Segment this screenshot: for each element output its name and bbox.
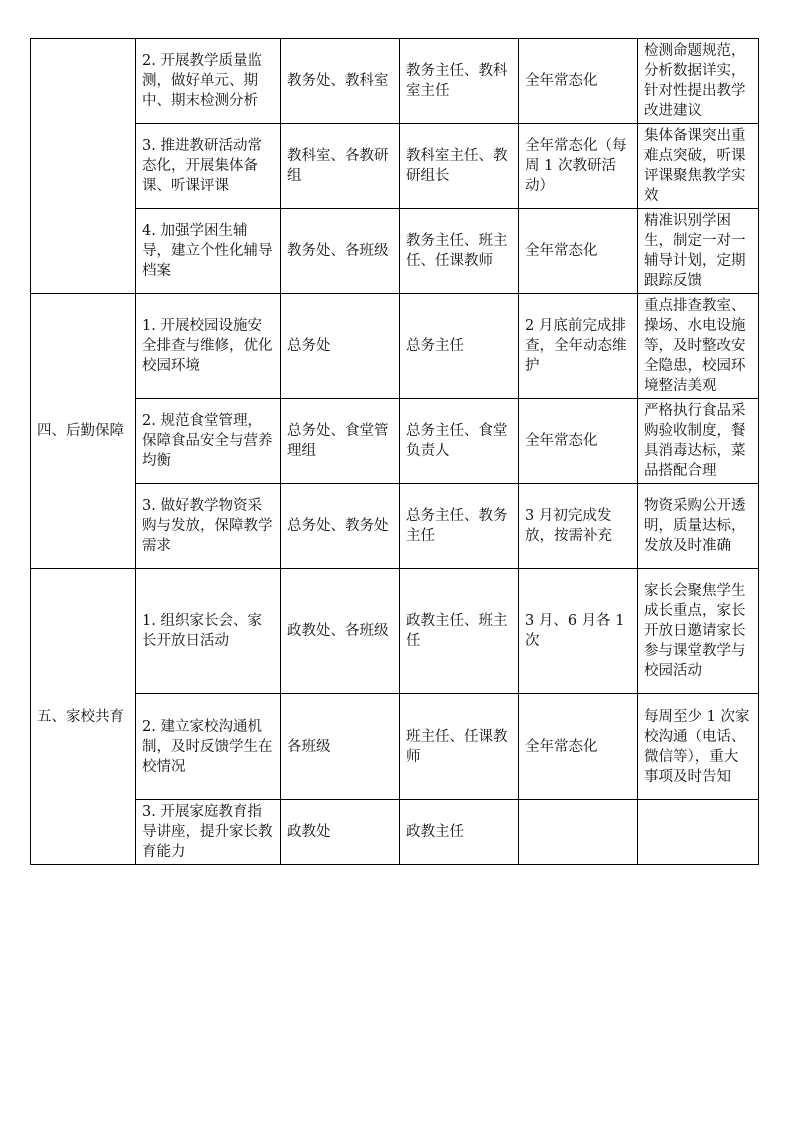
department-cell: 教科室、各教研组 [281, 124, 400, 209]
department-cell: 教务处、教科室 [281, 39, 400, 124]
time-cell: 全年常态化（每周 1 次教研活动） [519, 124, 638, 209]
category-cell [31, 39, 136, 294]
table-row [31, 39, 759, 124]
department-cell: 总务处、教务处 [281, 484, 400, 569]
task-cell: 1. 开展校园设施安全排查与维修，优化校园环境 [136, 294, 281, 399]
table-row [31, 124, 759, 209]
department-cell: 教务处、各班级 [281, 209, 400, 294]
time-cell: 3 月、6 月各 1 次 [519, 569, 638, 694]
department-cell: 各班级 [281, 694, 400, 800]
target-cell: 家长会聚焦学生成长重点，家长开放日邀请家长参与课堂教学与校园活动 [638, 569, 759, 694]
category-cell: 四、后勤保障 [31, 294, 136, 569]
task-cell: 3. 做好教学物资采购与发放，保障教学需求 [136, 484, 281, 569]
owner-cell: 政教主任、班主任 [400, 569, 519, 694]
task-cell: 3. 推进教研活动常态化，开展集体备课、听课评课 [136, 124, 281, 209]
department-cell: 总务处、食堂管理组 [281, 399, 400, 484]
task-cell: 3. 开展家庭教育指导讲座，提升家长教育能力 [136, 800, 281, 865]
owner-cell: 教科室主任、教研组长 [400, 124, 519, 209]
target-cell: 严格执行食品采购验收制度，餐具消毒达标，菜品搭配合理 [638, 399, 759, 484]
owner-cell: 政教主任 [400, 800, 519, 865]
task-cell: 2. 建立家校沟通机制，及时反馈学生在校情况 [136, 694, 281, 800]
table-row [31, 399, 759, 484]
time-cell [519, 800, 638, 865]
target-cell: 集体备课突出重难点突破，听课评课聚焦教学实效 [638, 124, 759, 209]
owner-cell: 班主任、任课教师 [400, 694, 519, 800]
task-cell: 1. 组织家长会、家长开放日活动 [136, 569, 281, 694]
owner-cell: 总务主任、食堂负责人 [400, 399, 519, 484]
time-cell: 全年常态化 [519, 694, 638, 800]
category-cell: 五、家校共育 [31, 569, 136, 865]
owner-cell: 教务主任、教科室主任 [400, 39, 519, 124]
table-row [31, 209, 759, 294]
task-cell: 2. 规范食堂管理，保障食品安全与营养均衡 [136, 399, 281, 484]
task-cell: 4. 加强学困生辅导，建立个性化辅导档案 [136, 209, 281, 294]
owner-cell: 教务主任、班主任、任课教师 [400, 209, 519, 294]
department-cell: 政教处、各班级 [281, 569, 400, 694]
target-cell [638, 800, 759, 865]
table-row [31, 800, 759, 865]
time-cell: 全年常态化 [519, 399, 638, 484]
task-cell: 2. 开展教学质量监测，做好单元、期中、期末检测分析 [136, 39, 281, 124]
target-cell: 重点排查教室、操场、水电设施等，及时整改安全隐患，校园环境整洁美观 [638, 294, 759, 399]
time-cell: 全年常态化 [519, 39, 638, 124]
owner-cell: 总务主任 [400, 294, 519, 399]
table-row [31, 484, 759, 569]
target-cell: 物资采购公开透明，质量达标，发放及时准确 [638, 484, 759, 569]
target-cell: 每周至少 1 次家校沟通（电话、微信等），重大事项及时告知 [638, 694, 759, 800]
time-cell: 3 月初完成发放，按需补充 [519, 484, 638, 569]
table-row [31, 569, 759, 694]
time-cell: 全年常态化 [519, 209, 638, 294]
target-cell: 精准识别学困生，制定一对一辅导计划，定期跟踪反馈 [638, 209, 759, 294]
work-plan-table [30, 38, 759, 865]
department-cell: 政教处 [281, 800, 400, 865]
table-row [31, 694, 759, 800]
target-cell: 检测命题规范，分析数据详实，针对性提出教学改进建议 [638, 39, 759, 124]
owner-cell: 总务主任、教务主任 [400, 484, 519, 569]
table-row [31, 294, 759, 399]
department-cell: 总务处 [281, 294, 400, 399]
time-cell: 2 月底前完成排查，全年动态维护 [519, 294, 638, 399]
